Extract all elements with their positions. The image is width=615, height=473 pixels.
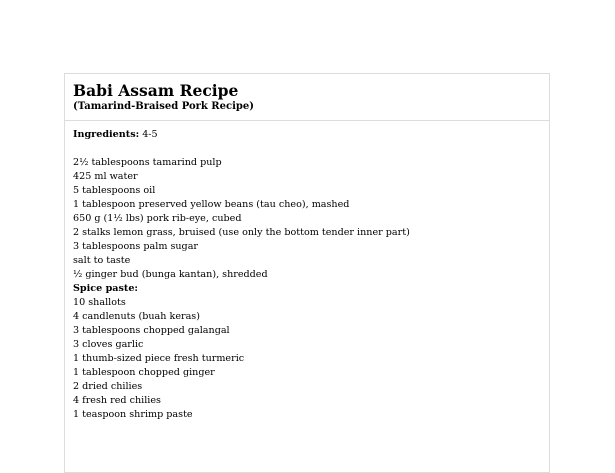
spice-item: 2 dried chilies	[73, 381, 143, 392]
ingredient-item: 2 stalks lemon grass, bruised (use only the bottom tender inner part)	[73, 227, 410, 238]
recipe-card	[64, 73, 550, 473]
spice-item: 3 tablespoons chopped galangal	[73, 325, 230, 336]
ingredient-item: 2½ tablespoons tamarind pulp	[73, 157, 222, 168]
recipe-header	[65, 74, 549, 121]
spice-item: 1 tablespoon chopped ginger	[73, 367, 215, 378]
ingredients-heading	[73, 128, 541, 142]
spice-item: 4 candlenuts (buah keras)	[73, 311, 200, 322]
ingredient-item: 3 tablespoons palm sugar	[73, 241, 199, 252]
ingredient-item: salt to taste	[73, 255, 131, 266]
spacer	[73, 142, 541, 156]
ingredients-label: Ingredients:	[73, 129, 140, 140]
ingredient-item: 650 g (1½ lbs) pork rib-eye, cubed	[73, 213, 242, 224]
ingredient-item: 5 tablespoons oil	[73, 185, 156, 196]
servings-value: 4-5	[139, 129, 158, 140]
spice-paste-label: Spice paste:	[73, 283, 138, 294]
spice-item: 10 shallots	[73, 297, 126, 308]
ingredient-item: 1 tablespoon preserved yellow beans (tau cheo), mashed	[73, 199, 350, 210]
spice-item: 4 fresh red chilies	[73, 395, 161, 406]
recipe-subtitle: (Tamarind-Braised Pork Recipe)	[73, 101, 254, 112]
spice-item: 1 teaspoon shrimp paste	[73, 409, 193, 420]
ingredient-item: 425 ml water	[73, 171, 138, 182]
ingredient-item: ½ ginger bud (bunga kantan), shredded	[73, 269, 268, 280]
recipe-body	[65, 121, 549, 422]
recipe-title: Babi Assam Recipe	[73, 81, 239, 100]
spice-item: 1 thumb-sized piece fresh turmeric	[73, 353, 245, 364]
spice-item: 3 cloves garlic	[73, 339, 144, 350]
